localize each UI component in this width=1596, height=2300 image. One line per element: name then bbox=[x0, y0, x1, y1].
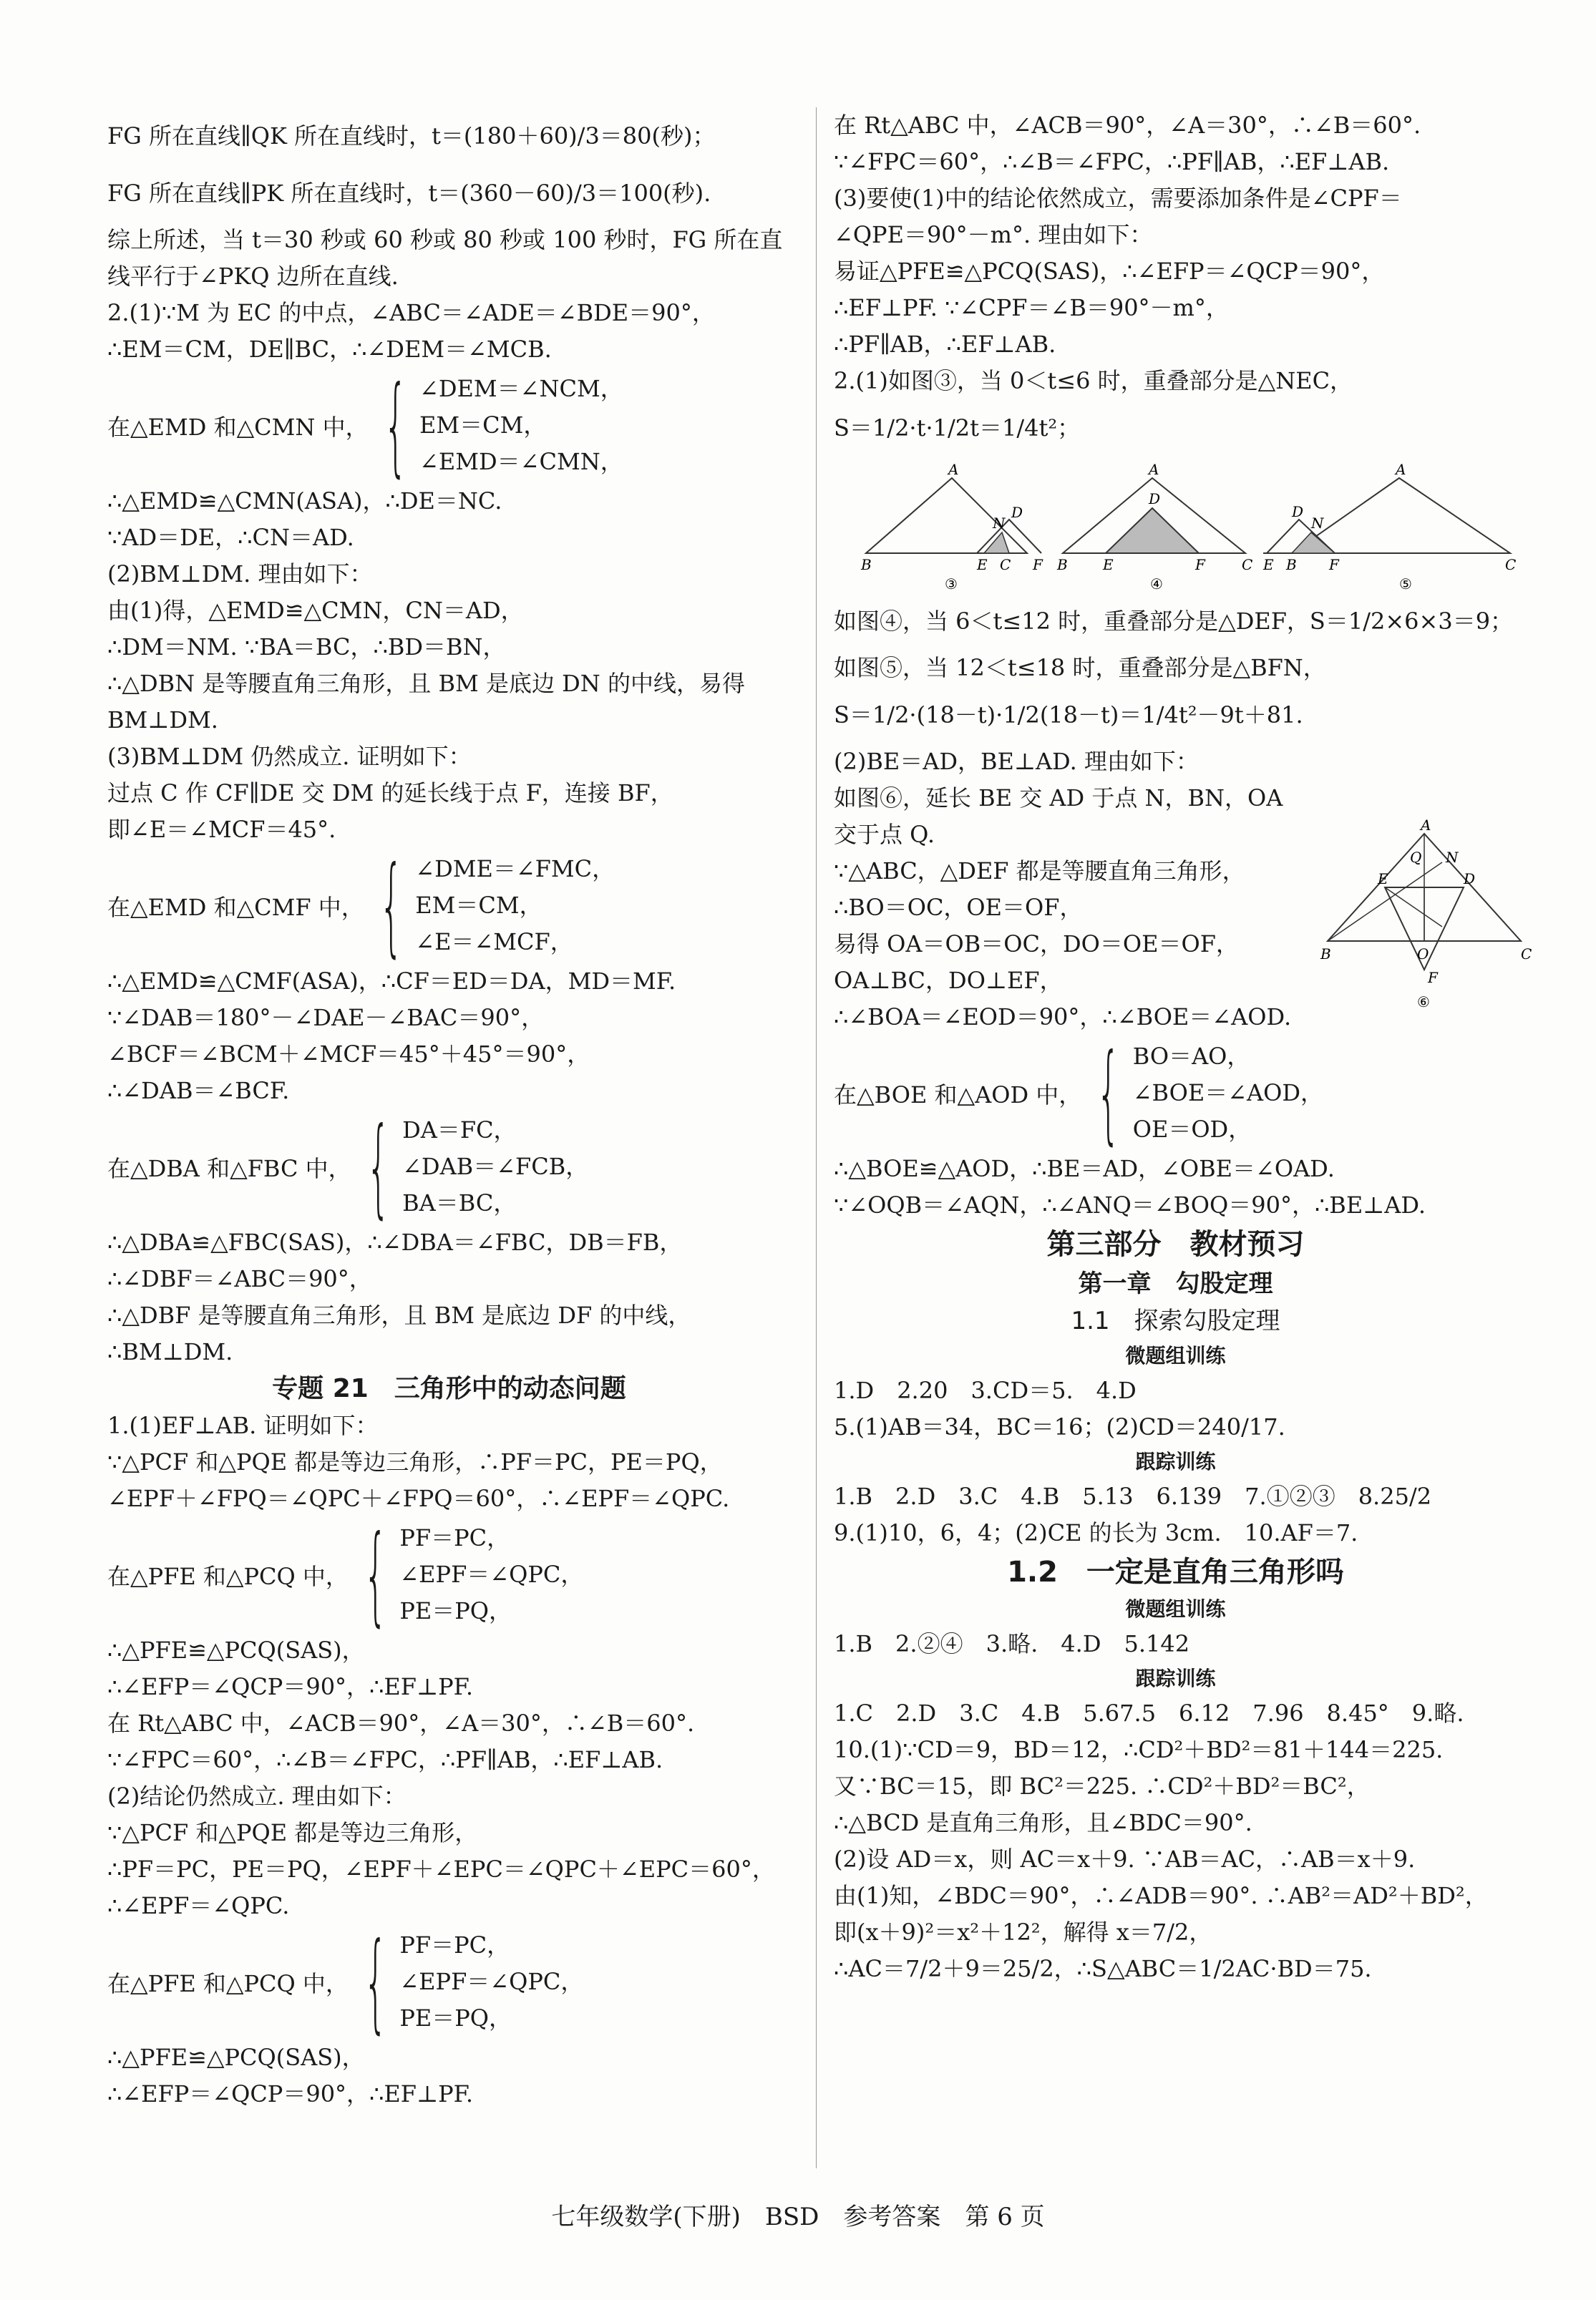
svg-text:B: B bbox=[861, 556, 872, 573]
text-line: 如图⑤，当 12＜t≤18 时，重叠部分是△BFN， bbox=[834, 654, 1326, 681]
figure-label: ③ bbox=[945, 575, 958, 593]
svg-text:B: B bbox=[1057, 556, 1068, 573]
text-line: ∴△PFE≌△PCQ(SAS)， bbox=[107, 2044, 365, 2071]
text-line: ∴PF∥AB，∴EF⊥AB. bbox=[834, 331, 1056, 358]
right-lines-a bbox=[834, 107, 1517, 457]
svg-text:N: N bbox=[1311, 515, 1324, 532]
brace-system bbox=[107, 1104, 791, 1229]
text-line: ∠QPE＝90°－m°. 理由如下： bbox=[834, 221, 1153, 248]
part-heading: 第三部分 教材预习 bbox=[1046, 1228, 1305, 1261]
text-line: 1.B 2.D 3.C 4.B 5.13 6.139 7.①②③ 8.25/2 bbox=[834, 1483, 1432, 1510]
right-lines-d bbox=[834, 1373, 1517, 1446]
text-line: ∴△EMD≌△CMF(ASA)，∴CF＝ED＝DA，MD＝MF. bbox=[107, 968, 676, 995]
text-line: OA⊥BC，DO⊥EF， bbox=[834, 967, 1063, 994]
text-line: ∴BO＝OC，OE＝OF， bbox=[834, 894, 1083, 921]
svg-text:F: F bbox=[1033, 556, 1043, 573]
svg-text:E: E bbox=[1103, 556, 1114, 573]
brace-item: PF＝PC， bbox=[399, 1931, 510, 1959]
text-line: 易得 OA＝OB＝OC，DO＝OE＝OF， bbox=[834, 930, 1239, 957]
right-lines-e bbox=[834, 1478, 1517, 1551]
text-line: ∴DM＝NM. ∵BA＝BC，∴BD＝BN， bbox=[107, 633, 506, 661]
left-lines-d bbox=[107, 1224, 791, 1370]
svg-text:F: F bbox=[1329, 556, 1339, 573]
figure-label: ⑥ bbox=[1417, 993, 1430, 1010]
brace-item: PF＝PC， bbox=[399, 1524, 510, 1551]
text-line: ∴△DBN 是等腰直角三角形，且 BM 是底边 DN 的中线，易得 bbox=[107, 670, 745, 697]
figure-label: ⑤ bbox=[1399, 575, 1412, 593]
text-line: ∴EM＝CM，DE∥BC，∴∠DEM＝∠MCB. bbox=[107, 336, 552, 363]
brace-item: BO＝AO， bbox=[1132, 1043, 1250, 1070]
text-line: ∴∠DAB＝∠BCF. bbox=[107, 1077, 290, 1104]
brace-item: ∠EMD＝∠CMN， bbox=[419, 448, 623, 475]
brace-icon: { bbox=[366, 1104, 391, 1229]
text-line: 10.(1)∵CD＝9，BD＝12，∴CD²＋BD²＝81＋144＝225. bbox=[834, 1736, 1444, 1763]
brace-icon: { bbox=[1096, 1030, 1121, 1156]
text-line: ∵∠OQB＝∠AQN，∴∠ANQ＝∠BOQ＝90°，∴BE⊥AD. bbox=[834, 1192, 1426, 1219]
subsection-heading: 跟踪训练 bbox=[1135, 1667, 1216, 1690]
text-line: ∵△ABC，△DEF 都是等腰直角三角形， bbox=[834, 857, 1245, 885]
text-line: ∴∠BOA＝∠EOD＝90°，∴∠BOE＝∠AOD. bbox=[834, 1003, 1292, 1030]
brace-item: EM＝CM， bbox=[419, 411, 547, 439]
svg-text:F: F bbox=[1195, 556, 1205, 573]
left-lines-g bbox=[107, 2040, 791, 2113]
left-lines-c bbox=[107, 963, 791, 1109]
text-line: ∠EPF＋∠FPQ＝∠QPC＋∠FPQ＝60°，∴∠EPF＝∠QPC. bbox=[107, 1485, 730, 1512]
text-line: ∵∠DAB＝180°－∠DAE－∠BAC＝90°， bbox=[107, 1004, 545, 1031]
text-line: 综上所述，当 t＝30 秒或 60 秒或 80 秒或 100 秒时，FG 所在直 bbox=[107, 226, 783, 253]
svg-text:A: A bbox=[1396, 461, 1406, 478]
text-line: BM⊥DM. bbox=[107, 706, 218, 734]
section-heading: 1.1 探索勾股定理 bbox=[1071, 1307, 1280, 1335]
right-lines-c bbox=[834, 1151, 1517, 1224]
text-line: S＝1/2·t·1/2t＝1/4t²； bbox=[834, 414, 1081, 442]
text-line: 5.(1)AB＝34，BC＝16；(2)CD＝240/17. bbox=[834, 1413, 1285, 1441]
svg-text:C: C bbox=[1242, 556, 1253, 573]
text-line: ∴∠DBF＝∠ABC＝90°， bbox=[107, 1265, 372, 1292]
brace-item: BA＝BC， bbox=[402, 1189, 517, 1217]
text-line: ∴∠EPF＝∠QPC. bbox=[107, 1892, 290, 1919]
svg-text:O: O bbox=[1417, 945, 1429, 963]
text-line: FG 所在直线∥QK 所在直线时，t＝(180＋60)/3＝80(秒)； bbox=[107, 122, 716, 150]
svg-text:D: D bbox=[1149, 490, 1161, 507]
brace-label: 在△BOE 和△AOD 中， bbox=[834, 1081, 1082, 1108]
section-heading: 1.2 一定是直角三角形吗 bbox=[1007, 1556, 1344, 1589]
text-line: 如图④，当 6＜t≤12 时，重叠部分是△DEF，S＝1/2×6×3＝9； bbox=[834, 608, 1514, 635]
svg-text:E: E bbox=[977, 556, 988, 573]
figure-4 bbox=[1056, 461, 1252, 593]
left-lines-f bbox=[107, 1632, 791, 1924]
text-line: 在 Rt△ABC 中，∠ACB＝90°，∠A＝30°，∴∠B＝60°. bbox=[107, 1710, 695, 1737]
text-line: ∴∠EFP＝∠QCP＝90°，∴EF⊥PF. bbox=[107, 1673, 473, 1700]
text-line: ∴△DBA≌△FBC(SAS)，∴∠DBA＝∠FBC，DB＝FB， bbox=[107, 1229, 683, 1256]
brace-item: PE＝PQ， bbox=[399, 1597, 512, 1624]
topic-heading: 专题 21 三角形中的动态问题 bbox=[272, 1374, 626, 1403]
text-line: ∴△EMD≌△CMN(ASA)，∴DE＝NC. bbox=[107, 487, 502, 515]
text-line: 2.(1)∵M 为 EC 的中点，∠ABC＝∠ADE＝∠BDE＝90°， bbox=[107, 299, 715, 326]
text-line: ∴△BOE≌△AOD，∴BE＝AD，∠OBE＝∠OAD. bbox=[834, 1155, 1335, 1182]
left-column bbox=[107, 107, 791, 2113]
text-line: S＝1/2·(18－t)·1/2(18－t)＝1/4t²－9t＋81. bbox=[834, 701, 1303, 729]
brace-icon: { bbox=[363, 1512, 388, 1637]
brace-item: OE＝OD， bbox=[1132, 1116, 1252, 1143]
text-line: ∴△PFE≌△PCQ(SAS)， bbox=[107, 1637, 365, 1664]
text-line: ∴PF＝PC，PE＝PQ，∠EPF＋∠EPC＝∠QPC＋∠EPC＝60°， bbox=[107, 1856, 775, 1883]
brace-system bbox=[107, 1919, 791, 2045]
right-column bbox=[834, 107, 1517, 1987]
text-line: ∴EF⊥PF. ∵∠CPF＝∠B＝90°－m°， bbox=[834, 294, 1229, 321]
brace-system bbox=[107, 363, 791, 488]
text-line: 在 Rt△ABC 中，∠ACB＝90°，∠A＝30°，∴∠B＝60°. bbox=[834, 112, 1421, 139]
text-line: ∴AC＝7/2＋9＝25/2，∴S△ABC＝1/2AC·BD＝75. bbox=[834, 1955, 1372, 1982]
right-lines-f bbox=[834, 1626, 1517, 1662]
brace-item: ∠DAB＝∠FCB， bbox=[402, 1153, 589, 1180]
brace-icon: { bbox=[383, 363, 408, 488]
brace-system bbox=[107, 843, 791, 968]
subsection-heading: 微题组训练 bbox=[1125, 1597, 1226, 1621]
svg-text:B: B bbox=[1320, 945, 1331, 963]
brace-system bbox=[834, 1030, 1517, 1156]
svg-text:E: E bbox=[1263, 556, 1274, 573]
text-line: 又∵BC＝15，即 BC²＝225. ∴CD²＋BD²＝BC²， bbox=[834, 1773, 1370, 1800]
text-line: ∴△BCD 是直角三角形，且∠BDC＝90°. bbox=[834, 1809, 1252, 1836]
text-line: ∠BCF＝∠BCM＋∠MCF＝45°＋45°＝90°， bbox=[107, 1041, 590, 1068]
text-line: 1.(1)EF⊥AB. 证明如下： bbox=[107, 1412, 379, 1439]
subsection-heading: 微题组训练 bbox=[1125, 1344, 1226, 1368]
text-line: ∴∠EFP＝∠QCP＝90°，∴EF⊥PF. bbox=[107, 2080, 473, 2107]
text-line: ∵△PCF 和△PQE 都是等边三角形，∴PF＝PC，PE＝PQ， bbox=[107, 1448, 723, 1476]
text-line: 2.(1)如图③，当 0＜t≤6 时，重叠部分是△NEC， bbox=[834, 367, 1353, 394]
text-line: (3)要使(1)中的结论依然成立，需要添加条件是∠CPF＝ bbox=[834, 185, 1402, 212]
text-line: (3)BM⊥DM 仍然成立. 证明如下： bbox=[107, 743, 472, 770]
brace-icon: { bbox=[379, 843, 404, 968]
brace-label: 在△EMD 和△CMF 中， bbox=[107, 893, 364, 921]
text-line: 1.B 2.②④ 3.略. 4.D 5.142 bbox=[834, 1630, 1190, 1657]
text-line: ∵∠FPC＝60°，∴∠B＝∠FPC，∴PF∥AB，∴EF⊥AB. bbox=[107, 1746, 663, 1773]
text-line: (2)BM⊥DM. 理由如下： bbox=[107, 560, 373, 588]
text-line: 如图⑥，延长 BE 交 AD 于点 N，BN，OA bbox=[834, 784, 1283, 812]
svg-text:N: N bbox=[993, 515, 1006, 532]
svg-text:N: N bbox=[1446, 849, 1459, 866]
text-line: ∵AD＝DE，∴CN＝AD. bbox=[107, 524, 354, 551]
text-line: ∴△DBF 是等腰直角三角形，且 BM 是底边 DF 的中线， bbox=[107, 1302, 691, 1329]
svg-text:B: B bbox=[1286, 556, 1297, 573]
brace-label: 在△DBA 和△FBC 中， bbox=[107, 1154, 351, 1182]
svg-text:D: D bbox=[1011, 504, 1023, 521]
text-line: 由(1)得，△EMD≌△CMN，CN＝AD， bbox=[107, 597, 524, 624]
figure-6 bbox=[1317, 819, 1532, 1013]
brace-item: EM＝CM， bbox=[415, 892, 542, 919]
brace-label: 在△PFE 和△PCQ 中， bbox=[107, 1969, 349, 1997]
text-line: (2)设 AD＝x，则 AC＝x＋9. ∵AB＝AC，∴AB＝x＋9. bbox=[834, 1846, 1416, 1873]
chapter-heading: 第一章 勾股定理 bbox=[1078, 1270, 1273, 1298]
text-line: (2)结论仍然成立. 理由如下： bbox=[107, 1783, 407, 1810]
left-lines-e bbox=[107, 1408, 791, 1517]
text-line: 即∠E＝∠MCF＝45°. bbox=[107, 816, 336, 843]
brace-system bbox=[107, 1512, 791, 1637]
figure-5 bbox=[1262, 461, 1516, 593]
figure-triangles bbox=[834, 457, 1517, 593]
left-lines-a bbox=[107, 107, 791, 368]
brace-item: ∠E＝∠MCF， bbox=[415, 928, 573, 955]
brace-item: ∠BOE＝∠AOD， bbox=[1132, 1079, 1324, 1106]
svg-text:D: D bbox=[1464, 870, 1476, 887]
svg-text:E: E bbox=[1378, 870, 1388, 887]
text-line: 即(x＋9)²＝x²＋12²，解得 x＝7/2， bbox=[834, 1919, 1212, 1946]
text-line: 1.D 2.20 3.CD＝5. 4.D bbox=[834, 1377, 1137, 1404]
svg-text:F: F bbox=[1428, 969, 1438, 986]
text-line: FG 所在直线∥PK 所在直线时，t＝(360－60)/3＝100(秒). bbox=[107, 180, 711, 207]
brace-item: DA＝FC， bbox=[402, 1116, 517, 1144]
brace-icon: { bbox=[363, 1919, 388, 2045]
brace-label: 在△PFE 和△PCQ 中， bbox=[107, 1562, 349, 1590]
text-line: ∵△PCF 和△PQE 都是等边三角形， bbox=[107, 1819, 478, 1846]
text-line: 9.(1)10，6，4；(2)CE 的长为 3cm. 10.AF＝7. bbox=[834, 1519, 1358, 1546]
subsection-heading: 跟踪训练 bbox=[1135, 1450, 1216, 1473]
svg-text:Q: Q bbox=[1410, 849, 1422, 866]
text-line: (2)BE＝AD，BE⊥AD. 理由如下： bbox=[834, 748, 1199, 775]
text-line: 易证△PFE≌△PCQ(SAS)，∴∠EFP＝∠QCP＝90°， bbox=[834, 258, 1385, 285]
figure-3 bbox=[860, 461, 1043, 593]
brace-item: ∠DME＝∠FMC， bbox=[415, 855, 615, 882]
svg-text:C: C bbox=[1000, 556, 1011, 573]
svg-text:D: D bbox=[1292, 503, 1304, 520]
brace-label: 在△EMD 和△CMN 中， bbox=[107, 413, 369, 441]
left-lines-b bbox=[107, 483, 791, 848]
text-line: ∴BM⊥DM. bbox=[107, 1338, 233, 1365]
text-line: 过点 C 作 CF∥DE 交 DM 的延长线于点 F，连接 BF， bbox=[107, 779, 673, 807]
column-divider bbox=[816, 107, 817, 2168]
svg-text:A: A bbox=[948, 461, 959, 478]
text-line: 线平行于∠PKQ 边所在直线. bbox=[107, 263, 399, 290]
svg-text:C: C bbox=[1521, 945, 1532, 963]
brace-item: ∠EPF＝∠QPC， bbox=[399, 1561, 584, 1588]
figures-3-4-5 bbox=[834, 457, 1517, 593]
right-lines-g bbox=[834, 1695, 1517, 1987]
svg-text:C: C bbox=[1505, 556, 1517, 573]
svg-text:A: A bbox=[1421, 819, 1431, 834]
text-line: 1.C 2.D 3.C 4.B 5.67.5 6.12 7.96 8.45° 9.略. bbox=[834, 1700, 1464, 1727]
brace-item: ∠DEM＝∠NCM， bbox=[419, 375, 623, 402]
text-line: ∵∠FPC＝60°，∴∠B＝∠FPC，∴PF∥AB，∴EF⊥AB. bbox=[834, 148, 1390, 175]
page-footer: 七年级数学(下册) BSD 参考答案 第 6 页 bbox=[551, 2203, 1045, 2231]
text-line: 交于点 Q. bbox=[834, 821, 935, 848]
figure-label: ④ bbox=[1150, 575, 1163, 593]
text-line: 由(1)知，∠BDC＝90°，∴∠ADB＝90°. ∴AB²＝AD²＋BD²， bbox=[834, 1882, 1488, 1909]
brace-item: ∠EPF＝∠QPC， bbox=[399, 1968, 584, 1995]
brace-item: PE＝PQ， bbox=[399, 2004, 512, 2032]
svg-text:A: A bbox=[1149, 461, 1159, 478]
